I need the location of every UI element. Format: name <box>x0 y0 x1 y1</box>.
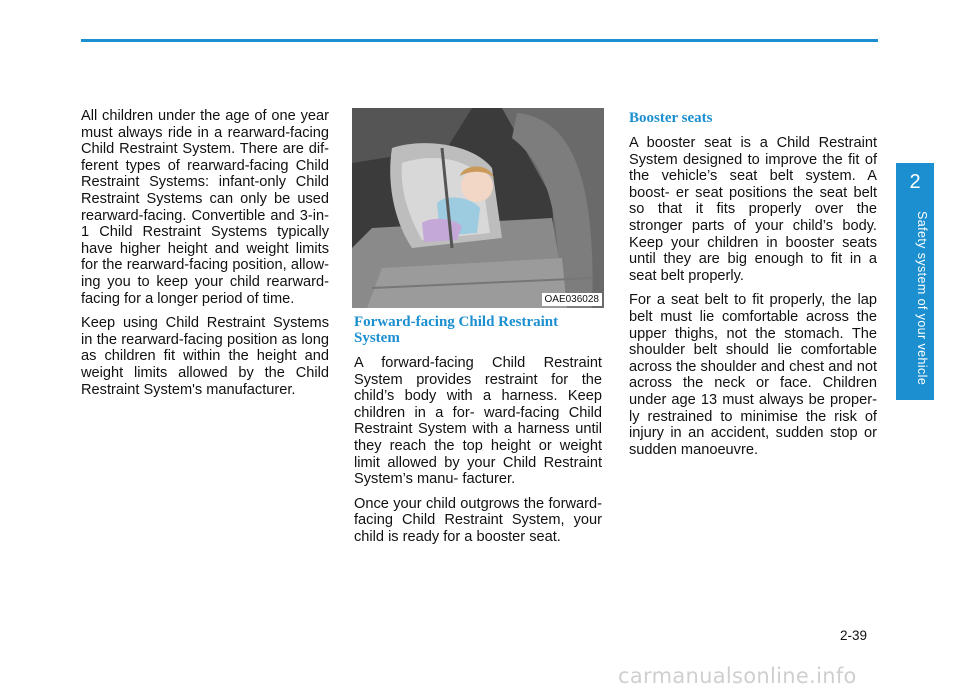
watermark: carmanualsonline.info <box>618 664 857 688</box>
chapter-number: 2 <box>909 171 921 193</box>
chapter-tab <box>896 163 934 400</box>
paragraph: Once your child outgrows the forward- facing Child Restraint System, your child is ready for a booster seat. <box>354 495 602 545</box>
left-column <box>81 108 329 406</box>
right-column <box>629 108 877 466</box>
header-rule <box>81 39 878 42</box>
section-heading: Booster seats <box>629 110 713 126</box>
paragraph: For a seat belt to fit properly, the lap belt must lie comfortable across the upper thighs, not the stomach. The shoulder belt should lie comfortable across the shoulder and chest and not across the neck or face. Children under age 13 must always be proper- ly restrained to minimise the risk of injury in an accident, sudden stop or sudden manoeuvre. <box>629 292 877 458</box>
page-number: 2-39 <box>840 628 868 643</box>
paragraph: All children under the age of one year must always ride in a rearward-facing Child Restraint System. There are dif- ferent types of rearward-facing Child Restraint Systems: infant-only Child Restraint Systems can only be used rearward-facing. Convertible and 3-in- 1 Child Restraint Systems typically have higher height and weight limits for the rearward-facing position, allow- ing you to keep your child rearward- facing for a longer period of time. <box>81 108 329 307</box>
paragraph: A forward-facing Child Restraint System provides restraint for the child’s body with a harness. Keep children in a for- ward-facing Child Restraint System with a harness until they reach the top height or weight limit allowed by your Child Restraint System’s manu- facturer. <box>354 355 602 488</box>
chapter-title: Safety system of your vehicle <box>915 211 929 386</box>
child-seat-illustration <box>352 108 604 308</box>
figure-code: OAE036028 <box>542 293 603 306</box>
paragraph: Keep using Child Restraint Systems in the rearward-facing position as long as children fit within the height and weight limits allowed by the Child Restraint System's manufacturer. <box>81 315 329 398</box>
middle-column <box>354 108 602 554</box>
paragraph: A booster seat is a Child Restraint System designed to improve the fit of the vehicle’s seat belt system. A boost- er seat positions the seat belt so that it fits properly over the stronger parts of your child’s body. Keep your children in booster seats until they are big enough to fit in a seat belt properly. <box>629 135 877 284</box>
section-heading: Forward-facing Child Restraint System <box>354 314 559 346</box>
child-seat-image <box>352 108 604 308</box>
